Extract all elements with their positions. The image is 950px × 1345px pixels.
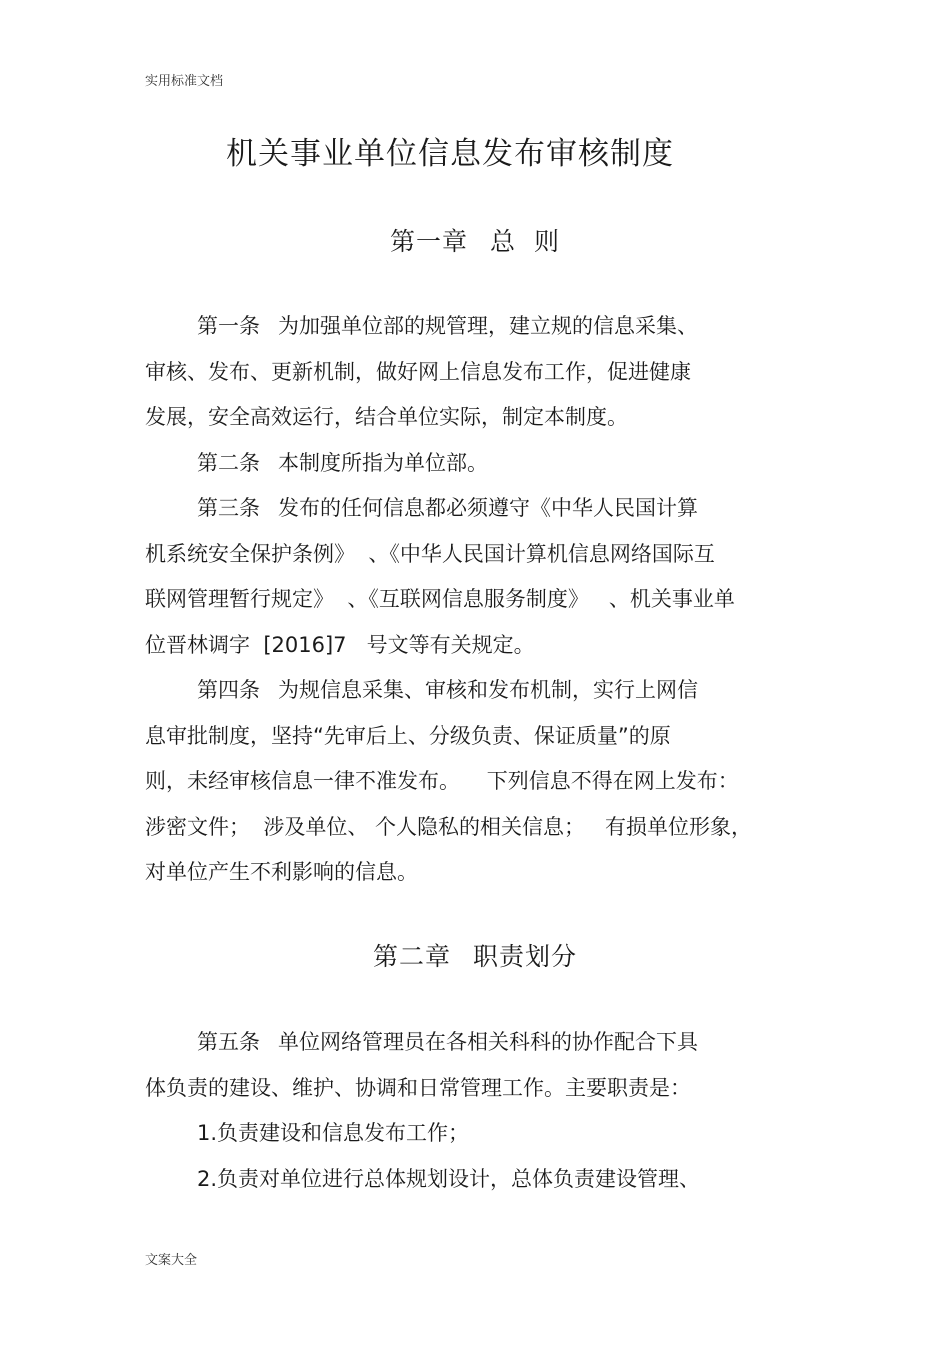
article-1-text: 为加强单位部的规管理，建立规的信息采集、 [278, 314, 698, 338]
article-2-line-1 [145, 441, 795, 487]
chapter-2-number: 第二章 [372, 942, 451, 971]
chapter-2-heading [0, 937, 950, 973]
chapter-1-body [145, 304, 795, 896]
article-3-line-4: 位晋林调字 [2016]7 号文等有关规定。 [145, 632, 535, 657]
article-5-text: 单位网络管理员在各相关科科的协作配合下具 [278, 1030, 698, 1054]
article-5-line-1 [145, 1020, 795, 1066]
article-3-text: 发布的任何信息都必须遵守《中华人民国计算 [278, 496, 698, 520]
article-1-line-1 [145, 304, 795, 350]
chapter-1-number: 第一章 [390, 227, 469, 256]
article-4-line-4: 涉密文件； 涉及单位、 个人隐私的相关信息； 有损单位形象， [145, 814, 753, 839]
article-1-number: 第一条 [197, 314, 260, 338]
article-3-line-3: 联网管理暂行规定》 、《互联网信息服务制度》 、机关事业单 [145, 587, 735, 611]
article-4-line-5: 对单位产生不利影响的信息。 [145, 860, 418, 884]
article-3-line-2: 机系统安全保护条例》 、《中华人民国计算机信息网络国际互 [145, 541, 715, 566]
header-label: 实用标准文档 [145, 74, 224, 89]
article-4-line-2: 息审批制度，坚持“先审后上、分级负责、保证质量”的原 [145, 723, 671, 748]
article-4-line-3: 则，未经审核信息一律不准发布。 下列信息不得在网上发布： [145, 769, 739, 793]
chapter-2-name: 职责划分 [473, 942, 578, 971]
article-4-line-1 [145, 668, 795, 714]
article-3-number: 第三条 [197, 496, 260, 520]
chapter-1-heading [0, 222, 950, 258]
article-5-number: 第五条 [197, 1030, 260, 1054]
article-5-line-2: 体负责的建设、维护、协调和日常管理工作。主要职责是： [145, 1075, 691, 1100]
list-item-1: 1.负责建设和信息发布工作； [197, 1121, 470, 1145]
article-3-line-1 [145, 486, 795, 532]
article-4-text: 为规信息采集、审核和发布机制，实行上网信 [278, 678, 698, 702]
chapter-2-body [145, 1020, 795, 1202]
article-1-line-2: 审核、发布、更新机制，做好网上信息发布工作，促进健康 [145, 359, 691, 384]
list-item-2: 2.负责对单位进行总体规划设计，总体负责建设管理、 [197, 1166, 701, 1191]
chapter-1-name: 总 则 [490, 227, 560, 256]
article-2-number: 第二条 [197, 450, 260, 475]
article-1-line-3: 发展，安全高效运行，结合单位实际，制定本制度。 [145, 405, 628, 429]
document-title: 机关事业单位信息发布审核制度 [226, 136, 674, 172]
article-2-text: 本制度所指为单位部。 [278, 450, 488, 475]
article-4-number: 第四条 [197, 678, 260, 702]
footer-label: 文案大全 [145, 1253, 198, 1268]
